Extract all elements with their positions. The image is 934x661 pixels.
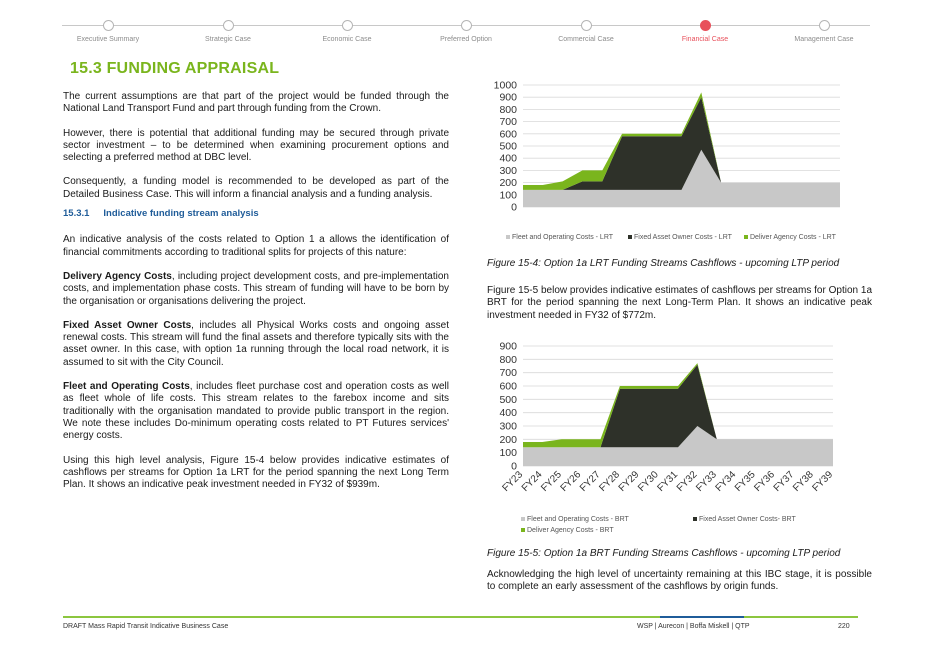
legend-label: Fixed Asset Owner Costs - LRT [634,234,732,241]
y-tick-label: 100 [499,189,517,202]
fixed-asset-paragraph [63,320,449,369]
nav-step-management-case[interactable] [764,16,884,43]
nav-dot [342,20,353,31]
y-tick-label: 0 [511,201,517,214]
legend-swatch [521,528,525,532]
x-tick-label: FY37 [771,469,797,495]
chart-lrt-svg [480,78,860,248]
nav-dot [461,20,472,31]
chart-brt [480,338,860,538]
term: Fleet and Operating Costs [63,381,190,393]
subsection-heading [63,208,449,220]
nav-label: Management Case [794,36,854,43]
x-tick-label: FY33 [694,469,719,495]
footer-rule-accent [660,616,744,618]
x-tick-label: FY25 [539,469,564,495]
legend-label: Fleet and Operating Costs - BRT [527,516,629,523]
legend-swatch [744,235,748,239]
x-tick-label: FY23 [500,469,526,495]
y-tick-label: 800 [499,103,517,116]
y-tick-label: 400 [499,407,517,420]
term: Delivery Agency Costs [63,270,172,282]
x-tick-label: FY38 [791,469,816,495]
legend-label: Fleet and Operating Costs - LRT [512,234,614,241]
definition: , includes fleet purchase cost and operation costs as well as fleet whole of life costs. This stream relates to the farebox income and sits traditionally with the organisation mandated to provide public transport in the region. We note these includes Do-minimum operating costs related to PT Futures services' energy costs. [63,381,449,442]
nav-step-preferred-option[interactable] [406,16,526,43]
nav-step-strategic-case[interactable] [168,16,288,43]
left-column [63,91,449,491]
subsection-number: 15.3.1 [63,208,90,220]
subsection-title: Indicative funding stream analysis [103,208,259,220]
x-tick-label: FY35 [732,469,758,495]
definition: , includes all Physical Works costs and ongoing asset renewal costs. This stream will fund the final assets and therefore typically sits with the asset owner. In this case, with option 1a running through the local road network, it is assumed to sit with the City Council. [63,319,449,368]
y-tick-label: 300 [499,420,517,433]
paragraph: Acknowledging the high level of uncertainty remaining at this IBC stage, it is possible to complete an early assessment of the cashflows by origin funds. [487,569,872,593]
nav-dot [223,20,234,31]
definition: , including project development costs, and pre-implementation costs, and implementation phase costs. This stream of funding will have to be born by the organisation or organisations delivering the project. [63,270,449,307]
delivery-agency-paragraph [63,271,449,308]
x-tick-label: FY27 [577,469,603,495]
y-tick-label: 1000 [493,79,517,92]
x-tick-label: FY32 [674,469,700,495]
series-area [523,365,833,448]
paragraph: However, there is potential that additional funding may be secured through private sector investment – to be determined when examining procurement options and selecting a preferred method at DBC level. [63,127,449,164]
y-tick-label: 800 [499,353,517,366]
x-tick-label: FY24 [519,469,545,495]
nav-label: Executive Summary [76,36,140,43]
paragraph: Consequently, a funding model is recommended to be developed as part of the Detailed Business Case. This will inform a financial analysis and a funding analysis. [63,176,449,200]
paragraph: Figure 15-5 below provides indicative estimates of cashflows per streams for Option 1a BRT for the period spanning the next Long-Term Plan. It shows an indicative peak investment needed in FY32 of $772m. [487,285,872,321]
nav-label: Strategic Case [205,36,251,43]
x-tick-label: FY30 [636,469,661,495]
nav-label: Economic Case [322,36,372,43]
nav-step-commercial-case[interactable] [526,16,646,43]
y-tick-label: 400 [499,152,517,165]
footer-authors: WSP | Aurecon | Boffa Miskell | QTP [637,623,750,630]
paragraph: Using this high level analysis, Figure 15-4 below provides indicative estimates of cashflows per streams for Option 1a LRT for the period spanning the next Long Term Plan. It shows an indicative peak investment needed in FY32 of $939m. [63,454,449,491]
legend-swatch [521,517,525,521]
y-tick-label: 200 [499,177,517,190]
paragraph: The current assumptions are that part of the project would be funded through the National Land Transport Fund and part through funding from the Crown. [63,91,449,115]
nav-step-executive-summary[interactable] [48,16,168,43]
nav-label: Commercial Case [558,36,614,43]
nav-dot [581,20,592,31]
x-tick-label: FY28 [597,469,622,495]
chart-lrt [480,78,860,248]
x-tick-label: FY31 [655,469,681,495]
nav-step-economic-case[interactable] [287,16,407,43]
section-title: 15.3 FUNDING APPRAISAL [70,60,280,77]
y-tick-label: 100 [499,447,517,460]
x-tick-label: FY36 [752,469,777,495]
figure-caption: Figure 15-5: Option 1a BRT Funding Streams Cashflows - upcoming LTP period [487,548,841,559]
legend-label: Deliver Agency Costs - BRT [527,527,614,534]
y-tick-label: 900 [499,340,517,353]
footer-document-title: DRAFT Mass Rapid Transit Indicative Business Case [63,623,229,630]
series-area [523,97,840,190]
chart-brt-svg [480,338,860,538]
y-tick-label: 200 [499,433,517,446]
figure-caption: Figure 15-4: Option 1a LRT Funding Streams Cashflows - upcoming LTP period [487,258,840,269]
y-tick-label: 0 [511,460,517,473]
nav-step-financial-case[interactable] [645,16,765,43]
fleet-operating-paragraph [63,381,449,442]
x-tick-label: FY29 [616,469,642,495]
y-tick-label: 600 [499,128,517,141]
paragraph: An indicative analysis of the costs related to Option 1 a allows the identification of financial commitments according to traditional splits for projects of this nature: [63,234,449,258]
nav-dot [819,20,830,31]
y-tick-label: 900 [499,91,517,104]
x-tick-label: FY34 [713,469,739,495]
nav-dot-active [700,20,711,31]
term: Fixed Asset Owner Costs [63,319,192,331]
y-tick-label: 500 [499,393,517,406]
page-number: 220 [838,623,850,630]
y-tick-label: 600 [499,380,517,393]
legend-swatch [693,517,697,521]
y-tick-label: 500 [499,140,517,153]
nav-dot [103,20,114,31]
y-tick-label: 300 [499,164,517,177]
y-tick-label: 700 [499,116,517,129]
nav-label: Preferred Option [440,36,492,43]
nav-label: Financial Case [681,36,729,43]
legend-label: Fixed Asset Owner Costs- BRT [699,516,796,523]
legend-swatch [628,235,632,239]
legend-swatch [506,235,510,239]
legend-label: Deliver Agency Costs - LRT [750,234,836,241]
x-tick-label: FY39 [810,469,836,495]
progress-nav [62,16,870,50]
x-tick-label: FY26 [558,469,584,495]
y-tick-label: 700 [499,367,517,380]
